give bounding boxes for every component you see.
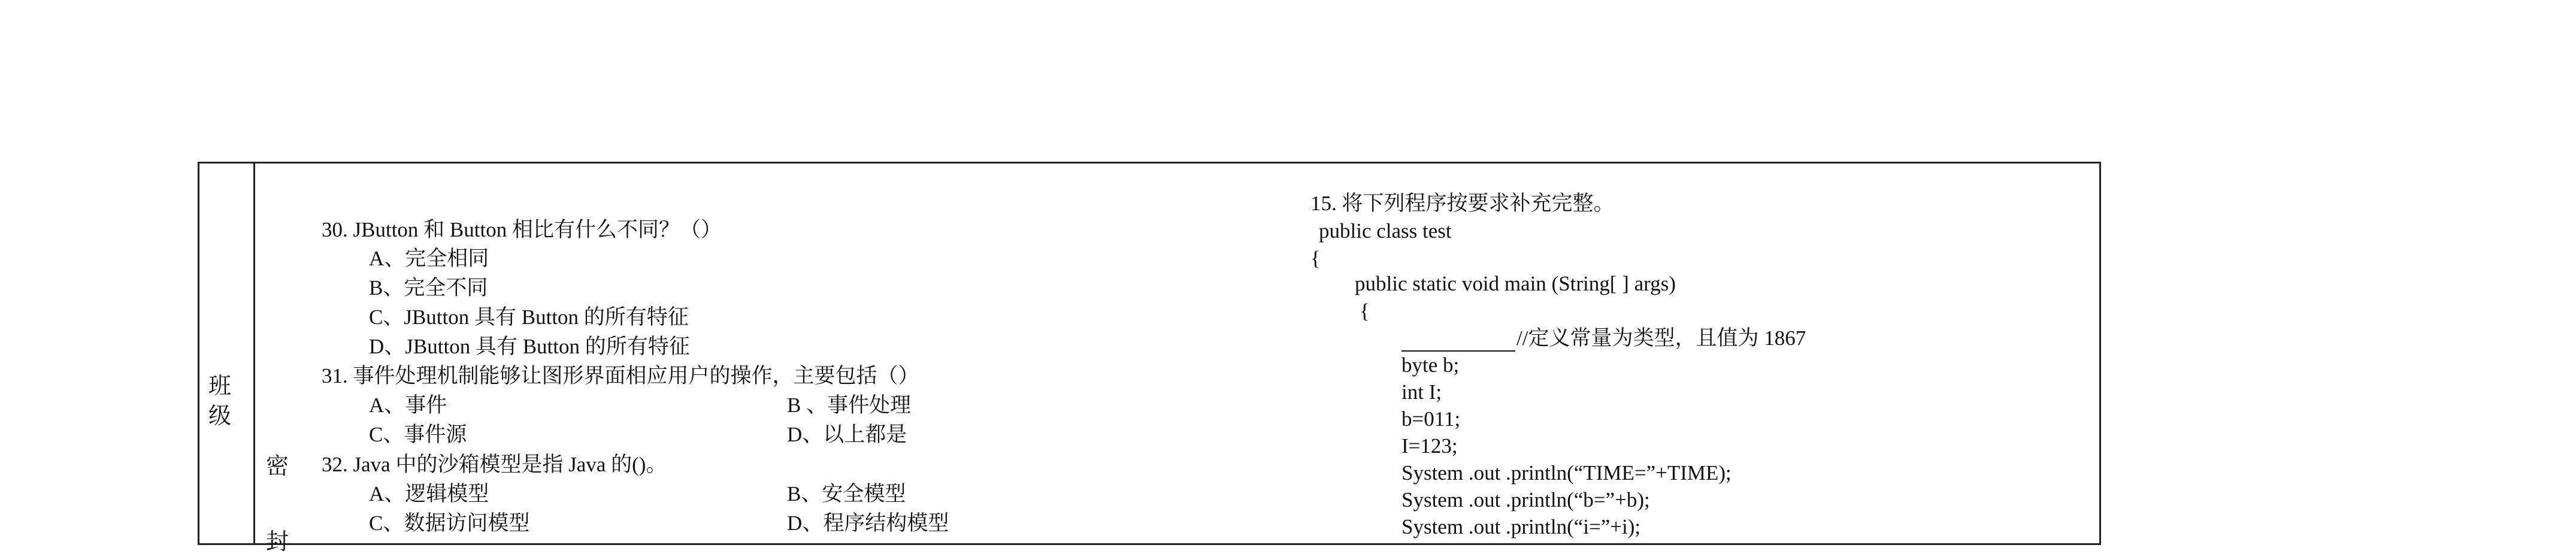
class-label-char-1: 班 [208, 374, 232, 399]
question-31-option-b: B 、事件处理 [787, 393, 912, 417]
question-30-stem: 30. JButton 和 Button 相比有什么不同？（） [322, 218, 722, 241]
question-32-option-b: B、安全模型 [787, 482, 906, 505]
question-32-option-d: D、程序结构模型 [787, 511, 949, 535]
code-line-11: System .out .println(“b=”+b); [1401, 488, 1650, 511]
seal-label-char-2: 封 [266, 529, 289, 555]
question-31-option-c: C、事件源 [369, 423, 467, 446]
question-30-option-c: C、JButton 具有 Button 的所有特征 [369, 305, 689, 329]
class-label-char-2: 级 [208, 404, 232, 429]
question-31-option-a: A、事件 [369, 393, 447, 417]
question-32-stem: 32. Java 中的沙箱模型是指 Java 的()。 [322, 453, 667, 476]
code-line-2: { [1310, 247, 1321, 270]
question-31-stem: 31. 事件处理机制能够让图形界面相应用户的操作，主要包括（） [322, 364, 919, 388]
question-30-option-a: A、完全相同 [369, 247, 489, 270]
code-line-10: System .out .println(“TIME=”+TIME); [1401, 461, 1732, 485]
code-line-7: int I; [1401, 380, 1442, 404]
question-30-option-d: D、JButton 具有 Button 的所有特征 [369, 335, 690, 358]
binding-margin-divider [253, 162, 255, 545]
code-line-5-comment: //定义常量为类型，且值为 1867 [1516, 326, 1806, 350]
code-line-12: System .out .println(“i=”+i); [1401, 515, 1641, 538]
question-32-option-a: A、逻辑模型 [369, 482, 489, 505]
question-30-option-b: B、完全不同 [369, 276, 488, 299]
code-line-1: public class test [1319, 219, 1452, 243]
code-line-3: public static void main (String[ ] args) [1355, 272, 1676, 295]
code-line-4: { [1360, 299, 1370, 323]
code-line-5 [1401, 325, 1806, 352]
question-31-option-d: D、以上都是 [787, 423, 907, 446]
question-15-stem: 15. 将下列程序按要求补充完整。 [1310, 192, 1615, 215]
code-line-9: I=123; [1401, 434, 1458, 458]
code-line-6: byte b; [1401, 353, 1460, 377]
seal-label-char-1: 密 [266, 454, 289, 479]
question-32-option-c: C、数据访问模型 [369, 511, 530, 535]
code-line-8: b=011; [1401, 407, 1461, 431]
fill-in-blank [1401, 330, 1515, 352]
